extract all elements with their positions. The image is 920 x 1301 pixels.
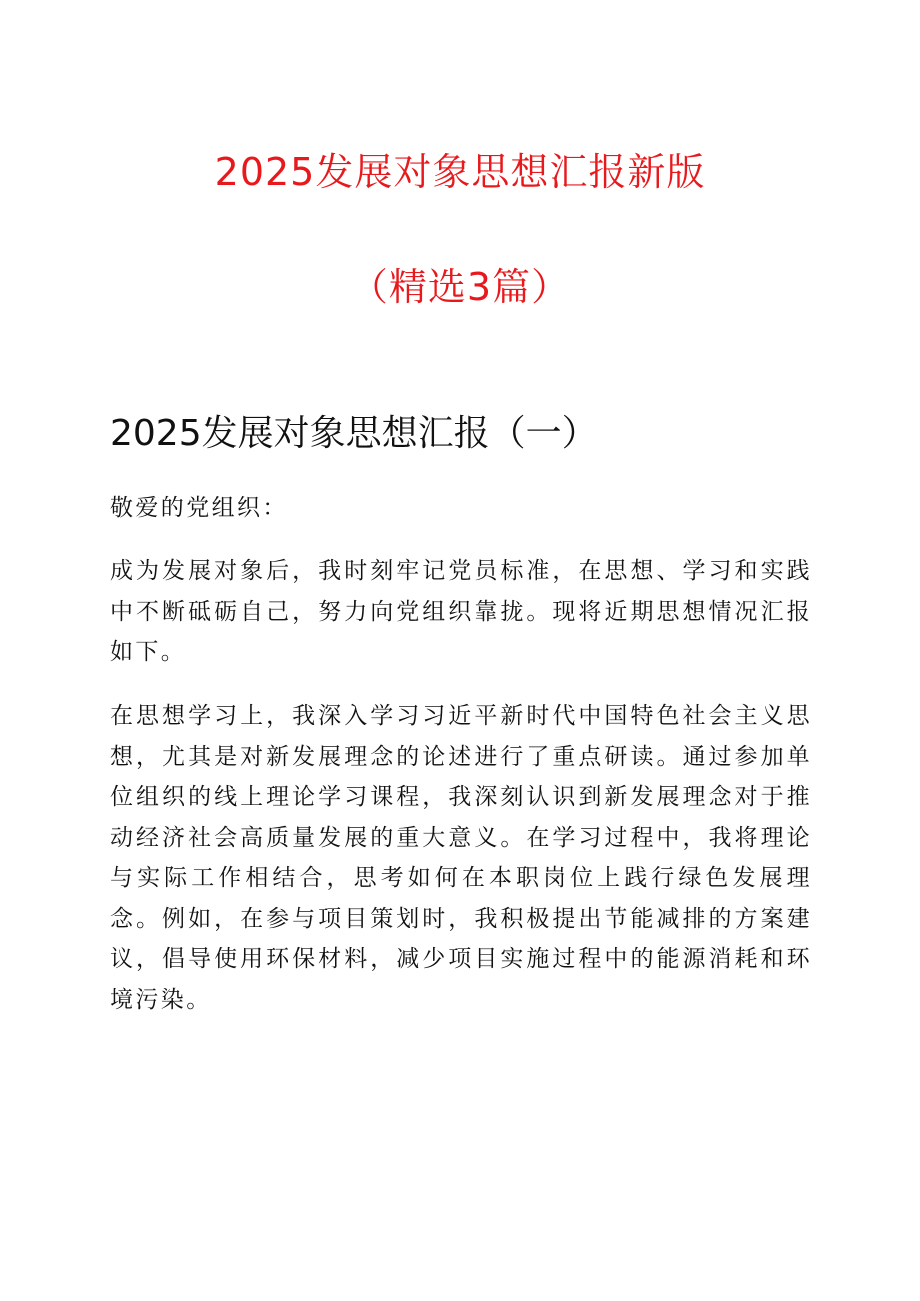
salutation: 敬爱的党组织：	[110, 495, 288, 521]
document-subtitle: （精选3篇）	[349, 265, 571, 309]
section-heading: 2025发展对象思想汇报（一）	[110, 413, 598, 454]
document-title: 2025发展对象思想汇报新版	[214, 150, 706, 194]
paragraph-1: 成为发展对象后，我时刻牢记党员标准，在思想、学习和实践中不断砥砺自己，努力向党组织靠拢。现将近期思想情况汇报如下。	[110, 558, 812, 665]
paragraph-2: 在思想学习上，我深入学习习近平新时代中国特色社会主义思想，尤其是对新发展理念的论述进行了重点研读。通过参加单位组织的线上理论学习课程，我深刻认识到新发展理念对于推动经济社会高质量发展的重大意义。在学习过程中，我将理论与实际工作相结合，思考如何在本职岗位上践行绿色发展理念。例如，在参与项目策划时，我积极提出节能减排的方案建议，倡导使用环保材料，减少项目实施过程中的能源消耗和环境污染。	[110, 703, 812, 1013]
